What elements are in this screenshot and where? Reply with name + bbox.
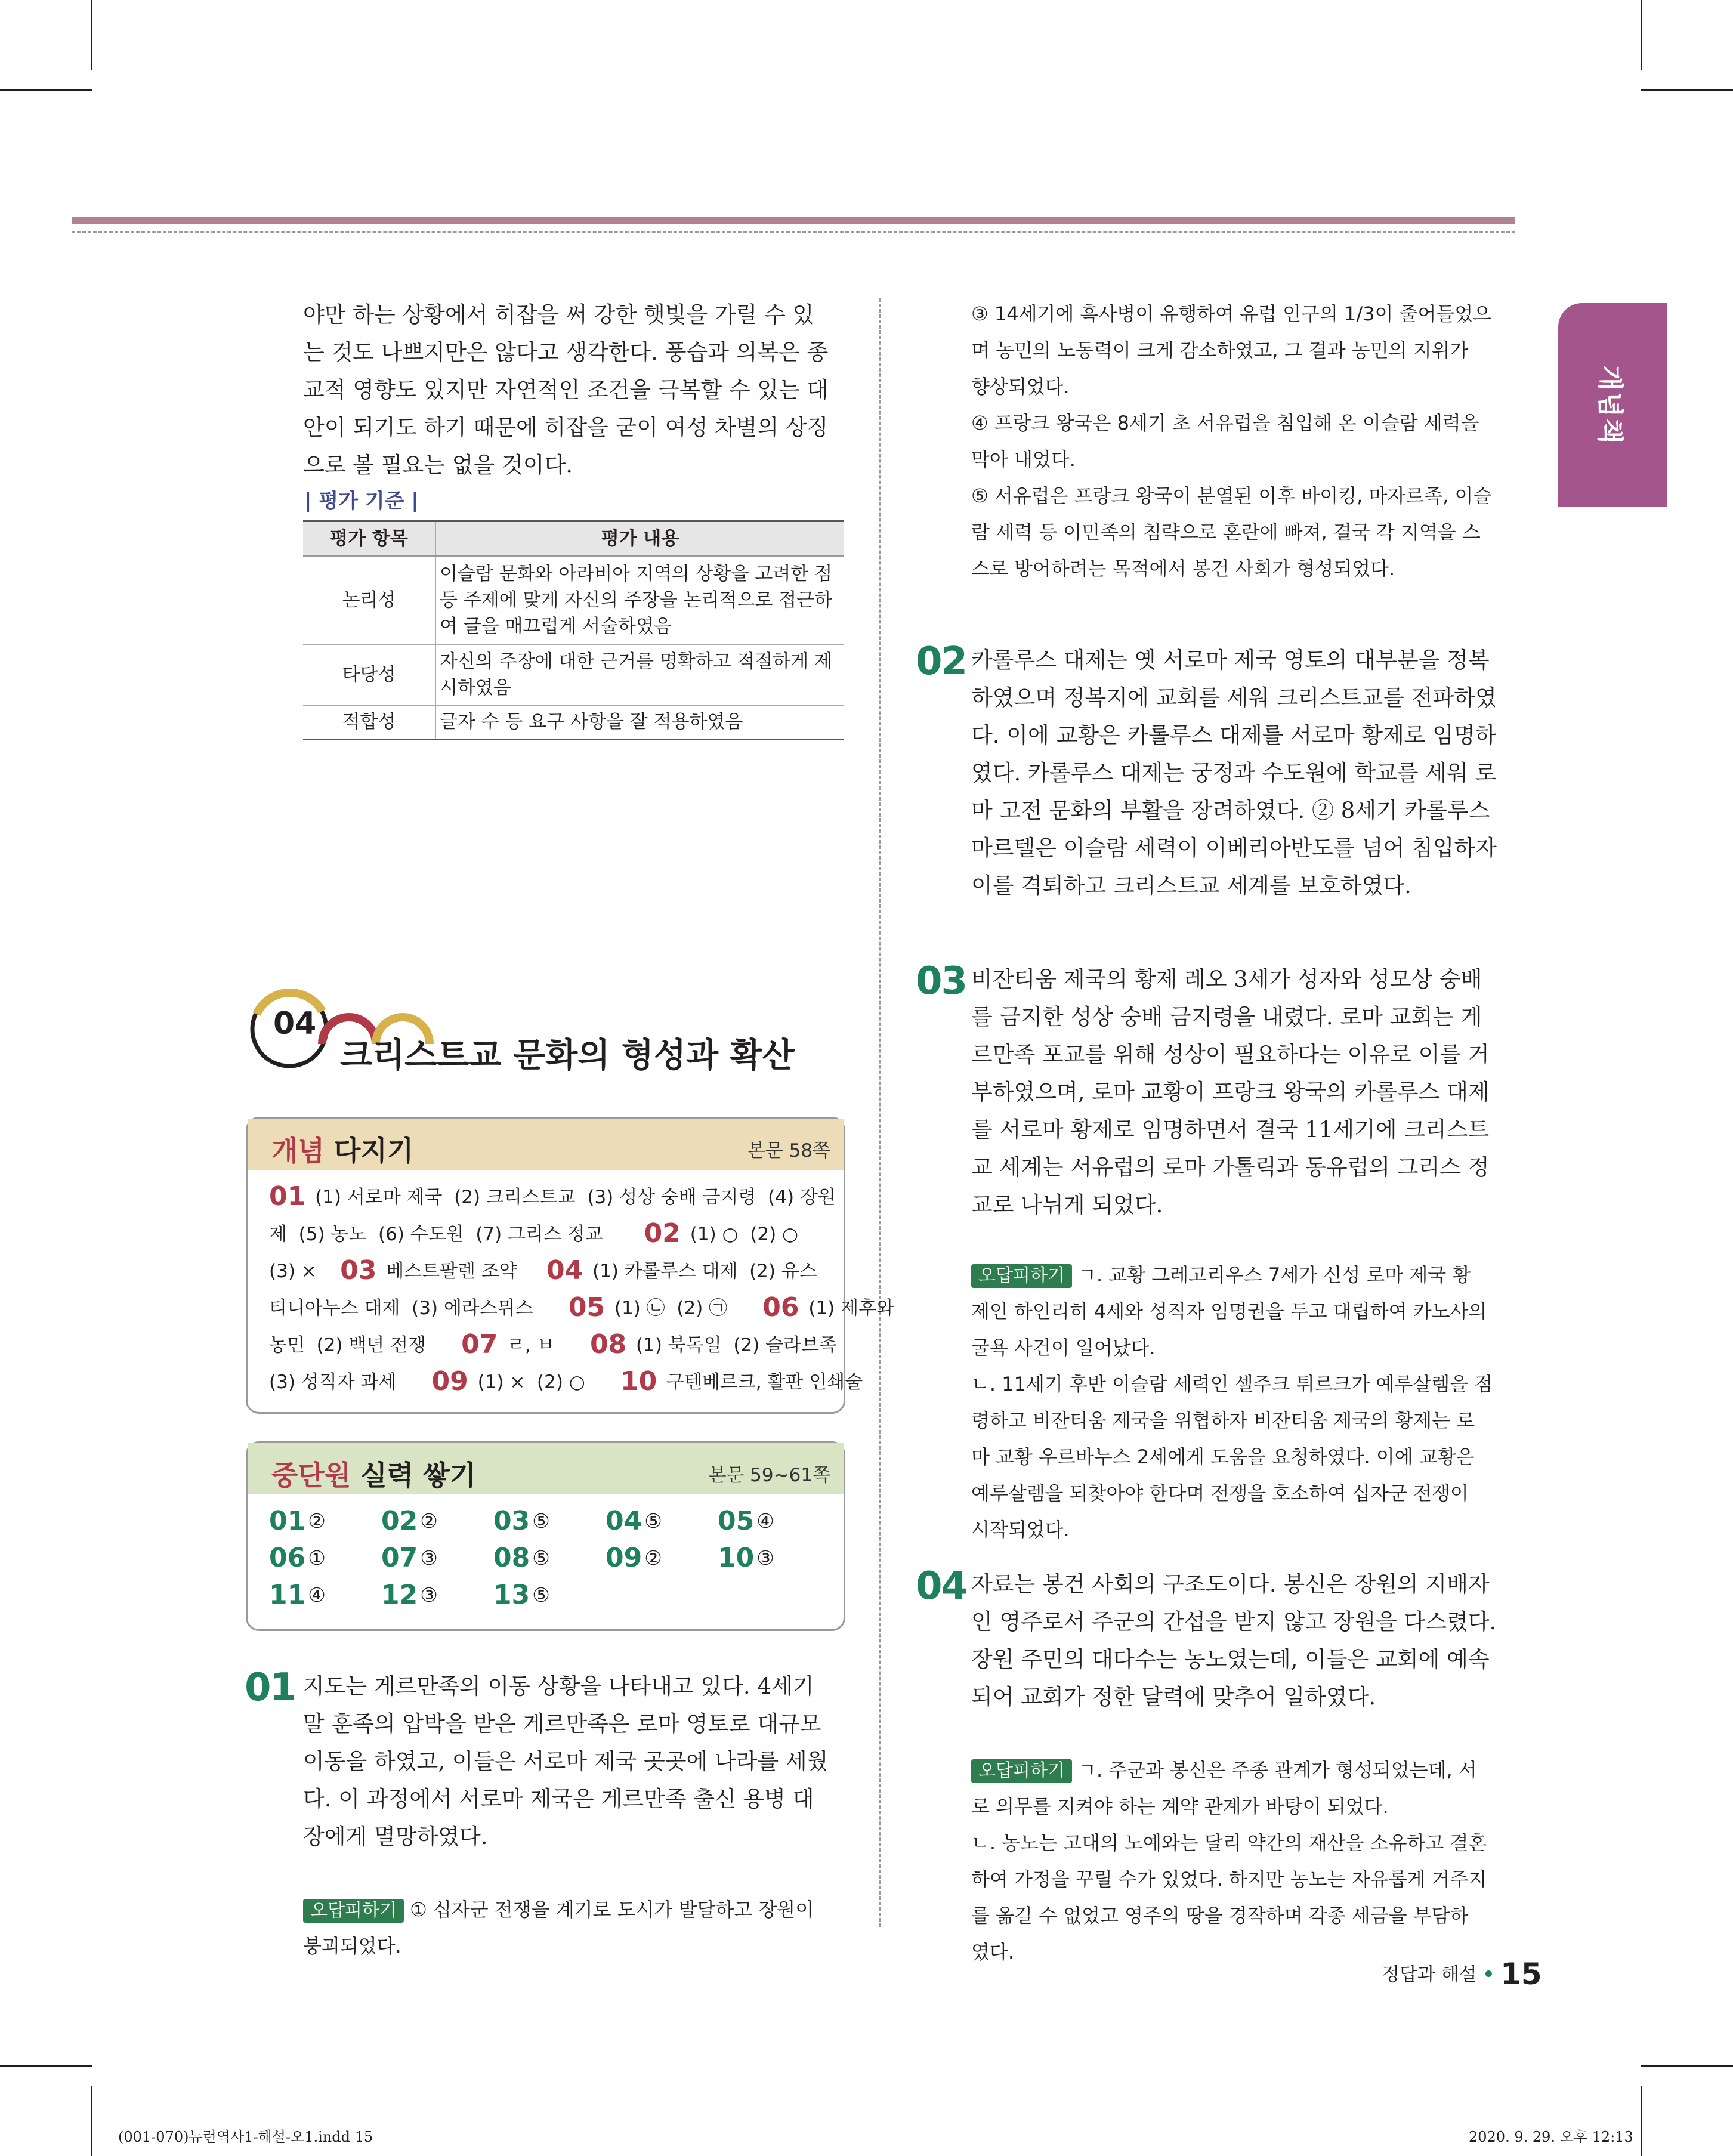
crop-mark [1641,89,1733,91]
answer-line [269,1363,863,1401]
answer-text: (1) × (2) ○ [471,1372,620,1393]
answer-choice: ③ [420,1546,438,1570]
answer-choice: ④ [308,1583,326,1607]
left-intro-text: 야만 하는 상황에서 히잡을 써 강한 햇빛을 가릴 수 있 는 것도 나쁘지만은 않다고 생각한다. 풍습과 의복은 종 교적 영향도 있지만 자연적인 조건을 극복할 수 있는 대 안이 되기도 하기 때문에 히잡을 굳이 여성 차별의 상징 으로 볼 필요는 없을 것이다. [303,302,829,478]
wrong-answer-badge: 오답피하기 [303,1899,404,1923]
answer-cell [269,1540,381,1577]
answer-choice: ③ [756,1546,774,1570]
answer-number: 01 [269,1181,306,1212]
box-title-b: 다지기 [324,1135,414,1167]
criteria-table [303,520,844,740]
answer-text: 구텐베르크, 활판 인쇄술 [660,1372,863,1393]
table-cell-content: 자신의 주장에 대한 근거를 명확하고 적절하게 제 시하였음 [435,644,844,705]
answer-cell [381,1540,493,1577]
header-bar [72,217,1515,224]
answer-choice: ⑤ [532,1509,550,1533]
answer-cell [493,1577,606,1614]
question-number: 02 [916,640,967,684]
answer-text: (1) 제후와 [802,1298,894,1319]
table-row [303,705,844,740]
answer-cell [718,1503,830,1540]
answer-choice: ② [644,1546,662,1570]
concept-review-box [246,1117,894,1414]
answer-choice: ① [308,1546,326,1570]
table-cell-item: 적합성 [303,705,435,740]
answer-text: 베스트팔렌 조약 [380,1261,546,1282]
answer-text: (3) 성직자 과세 [269,1372,432,1393]
answer-choice: ② [420,1509,438,1533]
header-dash-line [72,231,1515,233]
section-number: 04 [273,1006,317,1042]
crop-mark [1641,2086,1642,2156]
criteria-title: | 평가 기준 | [304,489,419,513]
question-number: 01 [245,1666,296,1710]
answer-text: (1) 카롤루스 대제 (2) 유스 [586,1261,817,1282]
answer-number: 03 [493,1506,530,1536]
answer-choice: ⑤ [644,1509,662,1533]
question-note [971,1716,1520,1970]
box-reference: 본문 58쪽 [747,1140,830,1162]
crop-mark [1641,2065,1733,2067]
wrong-answer-badge: 오답피하기 [971,1264,1072,1288]
table-header-content: 평가 내용 [435,521,844,556]
answer-cell [381,1577,493,1614]
slug-date: 2020. 9. 29. 오후 12:13 [1469,2129,1633,2145]
answer-text: 제 (5) 농노 (6) 수도원 (7) 그리스 정교 [269,1224,644,1245]
question-number: 03 [916,959,967,1003]
answer-number: 10 [620,1366,657,1397]
side-tab [1558,303,1667,507]
answer-line [269,1289,894,1327]
page-footer [1382,1957,1542,1991]
answer-number: 04 [606,1506,642,1536]
answer-number: 12 [381,1580,418,1610]
right-top-text: ③ 14세기에 흑사병이 유행하여 유럽 인구의 1/3이 줄어들었으 며 농민의 노동력이 크게 감소하였고, 그 결과 농민의 지위가 향상되었다. ④ 프랑크 왕국은 8세기 초 서유럽을 침입해 온 이슬람 세력을 막아 내었다. ⑤ 서유럽은 프랑크 왕국이 분열된 이후 바이킹, 마자르족, 이슬 람 세력 등 이민족의 침략으로 혼란에 빠져, 결국 각 지역을 스 스로 방어하려는 목적에서 봉건 사회가 형성되었다. [971,302,1492,580]
table-cell-content: 글자 수 등 요구 사항을 잘 적용하였음 [435,705,844,740]
question-note [303,1855,846,1965]
wrong-answer-badge: 오답피하기 [971,1759,1072,1783]
answer-cell [606,1503,718,1540]
answer-number: 02 [381,1506,418,1536]
side-tab-label: 개념책 [1595,365,1625,445]
answer-line [269,1252,817,1290]
footer-label: 정답과 해설 [1382,1964,1477,1985]
box-reference: 본문 59~61쪽 [708,1465,830,1486]
answer-number: 07 [461,1329,498,1360]
answer-cell [606,1540,718,1577]
page-number: 15 [1500,1957,1542,1991]
answer-number: 02 [644,1218,681,1249]
box-title-b: 실력 쌓기 [351,1459,477,1491]
answer-line [269,1178,836,1216]
note-text: ㄱ. 주군과 봉신은 주종 관계가 형성되었는데, 서 로 의무를 지켜야 하는 계약 관계가 바탕이 되었다. ㄴ. 농노는 고대의 노예와는 달리 약간의 재산을 소유하고 결혼 하여 가정을 꾸릴 수가 있었다. 하지만 농노는 자유롭게 거주지 를 옮길 수 없었고 영주의 땅을 경작하며 각종 세금을 부담하 였다. [971,1759,1487,1963]
answer-text: ㄹ, ㅂ [501,1335,590,1356]
crop-mark [91,0,92,70]
note-text: ① 십자군 전쟁을 계기로 도시가 발달하고 장원이 붕괴되었다. [303,1898,814,1957]
answer-cell [493,1503,606,1540]
answer-line [269,1326,837,1364]
answer-number: 10 [718,1543,755,1573]
question-text: 자료는 봉건 사회의 구조도이다. 봉신은 장원의 지배자 인 영주로서 주군의 간섭을 받지 않고 장원을 다스렸다. 장원 주민의 대다수는 농노였는데, 이들은 교회에 예속 되어 교회가 정한 달력에 맞추어 일하였다. [971,1571,1497,1710]
box-title [271,1454,476,1493]
answer-number: 06 [762,1292,799,1323]
answer-cell [269,1577,381,1614]
section-title: 크리스트교 문화의 형성과 확산 [340,1036,795,1075]
answer-number: 05 [568,1292,606,1323]
crop-mark [0,2065,92,2067]
answer-number: 11 [269,1580,306,1610]
answer-choice: ④ [756,1509,774,1533]
table-cell-content: 이슬람 문화와 아라비아 지역의 상황을 고려한 점 등 주제에 맞게 자신의 주장을 논리적으로 접근하 여 글을 매끄럽게 서술하였음 [435,556,844,644]
answer-cell [381,1503,493,1540]
answer-number: 04 [546,1255,583,1286]
answer-choice: ⑤ [532,1546,550,1570]
slug-filename: (001-070)뉴런역사1-해설-오1.indd 15 [118,2129,373,2145]
answer-text: (1) 서로마 제국 (2) 크리스트교 (3) 성상 숭배 금지령 (4) 장원 [309,1187,836,1208]
answer-cell [493,1540,606,1577]
table-header-item: 평가 항목 [303,521,435,556]
table-cell-item: 타당성 [303,644,435,705]
answer-number: 09 [606,1543,642,1573]
answer-number: 13 [493,1580,530,1610]
table-cell-item: 논리성 [303,556,435,644]
answer-text: (1) 북독일 (2) 슬라브족 [630,1335,837,1356]
answer-text: (1) ㉡ (2) ㉠ [608,1298,763,1319]
question-text: 카롤루스 대제는 옛 서로마 제국 영토의 대부분을 정복 하였으며 정복지에 교회를 세워 크리스트교를 전파하였 다. 이에 교황은 카롤루스 대제를 서로마 황제로 임명하 였다. 카롤루스 대제는 궁정과 수도원에 학교를 세워 로 마 고전 문화의 부활을 장려하였다. ② 8세기 카롤루스 마르텔은 이슬람 세력이 이베리아반도를 넘어 침입하자 이를 격퇴하고 크리스트교 세계를 보호하였다. [971,647,1497,898]
answer-cell [269,1503,381,1540]
answer-text: (1) ○ (2) ○ [684,1224,799,1245]
column-divider [879,298,881,1927]
answer-number: 09 [431,1366,468,1397]
box-header [248,1443,844,1494]
question-text: 비잔티움 제국의 황제 레오 3세가 성자와 성모상 숭배 를 금지한 성상 숭배 금지령을 내렸다. 로마 교회는 게 르만족 포교를 위해 성상이 필요하다는 이유로 이를 거 부하였으며, 로마 교황이 프랑크 왕국의 카롤루스 대제 를 서로마 황제로 임명하면서 결국 11세기에 크리스트 교 세계는 서유럽의 로마 가톨릭과 동유럽의 그리스 정 교로 나뉘게 되었다. [971,966,1490,1218]
question-number: 04 [916,1564,967,1608]
note-text: ㄱ. 교황 그레고리우스 7세가 신성 로마 제국 황 제인 하인리히 4세와 성직자 임명권을 두고 대립하여 카노사의 굴욕 사건이 일어났다. ㄴ. 11세기 후반 이슬람 세력인 셀주크 튀르크가 예루살렘을 점 령하고 비잔티움 제국을 위협하자 비잔티움 제국의 황제는 로 마 교황 우르바누스 2세에게 도움을 요청하였다. 이에 교황은 예루살렘을 되찾아야 한다며 전쟁을 호소하여 십자군 전쟁이 시작되었다. [971,1264,1493,1541]
answer-text: (3) × [269,1261,341,1282]
answer-choice: ③ [420,1583,438,1607]
table-header-row [303,521,844,556]
answer-number: 06 [269,1543,306,1573]
box-header [248,1119,844,1170]
unit-practice-box [246,1441,845,1631]
question-text: 지도는 게르만족의 이동 상황을 나타내고 있다. 4세기 말 훈족의 압박을 받은 게르만족은 로마 영토로 대규모 이동을 하였고, 이들은 서로마 제국 곳곳에 나라를 세웠 다. 이 과정에서 서로마 제국은 게르만족 출신 용병 대 장에게 멸망하였다. [303,1673,829,1849]
footer-dot-icon: • [1482,1964,1495,1985]
answer-number: 08 [493,1543,530,1573]
answer-grid [269,1503,830,1614]
box-title [271,1129,413,1169]
answer-line [269,1215,798,1253]
question-note [971,1221,1520,1548]
crop-mark [91,2086,92,2156]
answer-number: 03 [340,1255,377,1286]
answer-number: 07 [381,1543,418,1573]
answer-text: 티니아누스 대제 (3) 에라스뮈스 [269,1298,569,1319]
table-row [303,556,844,644]
answer-choice: ⑤ [532,1583,550,1607]
answer-cell [718,1540,830,1577]
answer-number: 05 [718,1506,755,1536]
crop-mark [1641,0,1642,70]
table-row [303,644,844,705]
answer-text: 농민 (2) 백년 전쟁 [269,1335,462,1356]
answer-choice: ② [308,1509,326,1533]
answer-number: 01 [269,1506,306,1536]
box-title-a: 개념 [271,1135,325,1167]
answer-number: 08 [589,1329,627,1360]
box-title-a: 중단원 [271,1459,351,1491]
crop-mark [0,89,92,91]
